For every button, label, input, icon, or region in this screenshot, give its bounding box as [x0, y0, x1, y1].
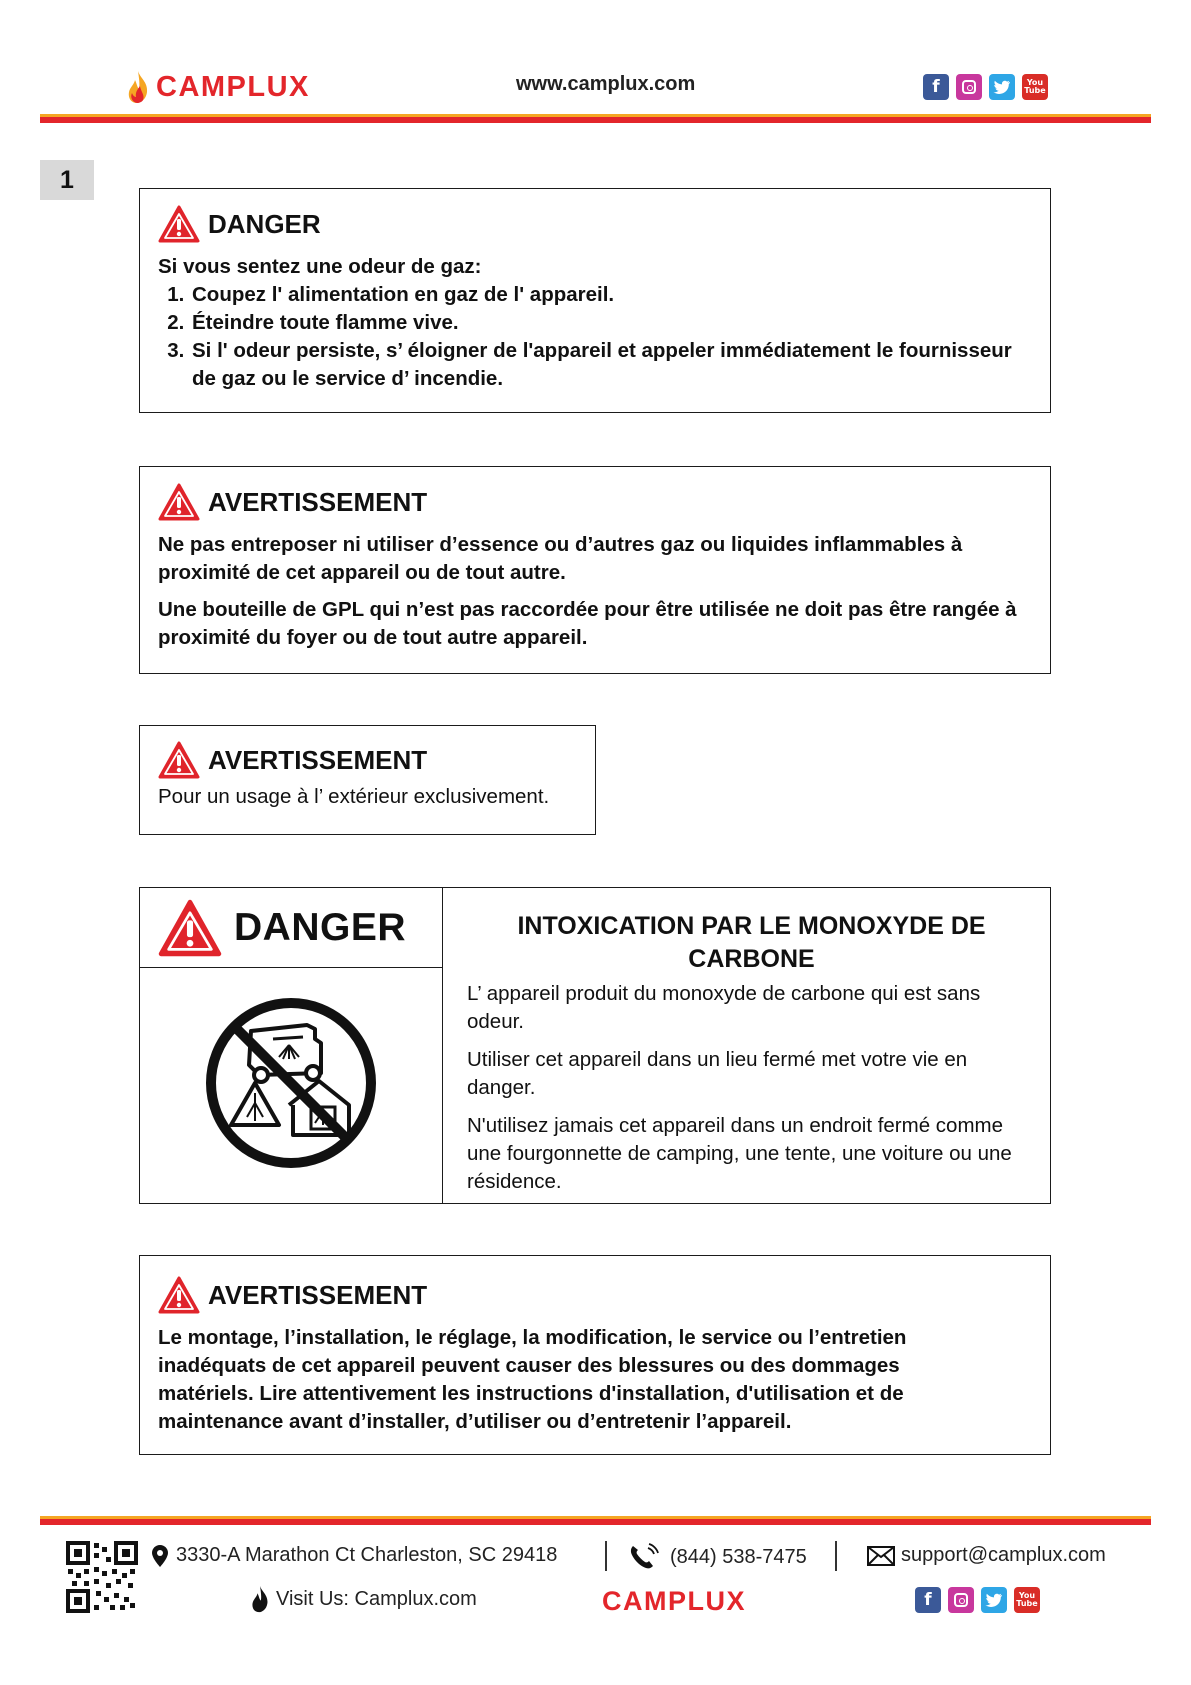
- co-danger-left-panel: [140, 888, 443, 1203]
- website-url[interactable]: www.camplux.com: [516, 73, 696, 95]
- twitter-icon[interactable]: [989, 74, 1015, 100]
- camplux-logo: [126, 70, 310, 104]
- danger-box-header: [158, 205, 1018, 243]
- footer-divider: [835, 1541, 837, 1571]
- footer-rule: [40, 1516, 1151, 1525]
- visit-text: Visit Us: Camplux.com: [276, 1587, 477, 1610]
- instagram-icon[interactable]: [956, 74, 982, 100]
- page-number: 1: [40, 160, 94, 200]
- co-danger-label: DANGER: [234, 905, 407, 949]
- danger-title: DANGER: [208, 208, 321, 239]
- paragraph: L’ appareil produit du monoxyde de carbone qui est sans odeur.: [467, 982, 981, 1033]
- list-item: 1. Coupez l' alimentation en gaz de l' appareil.: [190, 281, 1018, 309]
- no-indoor-use-icon: [203, 995, 379, 1171]
- footer-phone[interactable]: [628, 1543, 807, 1571]
- warning-triangle-icon: [158, 741, 200, 779]
- brand-name: CAMPLUX: [156, 70, 310, 103]
- danger-body: [158, 253, 1018, 393]
- co-danger-header: [140, 888, 442, 968]
- footer-visit[interactable]: [250, 1585, 477, 1613]
- danger-intro: Si vous sentez une odeur de gaz:: [158, 255, 482, 278]
- facebook-icon[interactable]: f: [923, 74, 949, 100]
- youtube-icon[interactable]: [1022, 74, 1048, 100]
- warning-body: [158, 531, 1038, 652]
- paragraph: Une bouteille de GPL qui n’est pas raccordée pour être utilisée ne doit pas être rangée à proximité du foyer ou de tout autre appareil.: [158, 598, 1017, 649]
- co-danger-right-panel: [443, 888, 1050, 1203]
- footer-brand: CAMPLUX: [602, 1586, 746, 1616]
- warning-title: AVERTISSEMENT: [208, 744, 428, 775]
- warning-box-header: [158, 1276, 988, 1314]
- phone-text: (844) 538-7475: [670, 1545, 807, 1568]
- header-rule: [40, 114, 1151, 123]
- warning-box-installation: [139, 1255, 1051, 1455]
- youtube-label: You Tube: [1024, 78, 1046, 95]
- warning-title: AVERTISSEMENT: [208, 1279, 428, 1310]
- list-item: 2. Éteindre toute flamme vive.: [190, 309, 1018, 337]
- warning-box-flammables: [139, 466, 1051, 674]
- twitter-icon[interactable]: [981, 1587, 1007, 1613]
- footer-social-links: [915, 1587, 1040, 1613]
- email-icon: [867, 1546, 895, 1566]
- danger-box: [139, 188, 1051, 413]
- list-item: 3. Si l' odeur persiste, s’ éloigner de l'appareil et appeler immédiatement le fournisseur de gaz ou le service d’ incendie.: [190, 337, 1018, 393]
- paragraph: N'utilisez jamais cet appareil dans un endroit fermé comme une fourgonnette de camping, une tente, une voiture ou une résidence.: [467, 1114, 1012, 1193]
- co-danger-title: INTOXICATION PAR LE MONOXYDE DE CARBONE: [517, 912, 986, 973]
- warning-box-header: [158, 483, 1038, 521]
- footer-address: [152, 1544, 557, 1567]
- warning-triangle-icon: [158, 483, 200, 521]
- warning-box-outdoor: [139, 725, 596, 835]
- flame-icon: [250, 1585, 270, 1613]
- flame-icon: [126, 70, 150, 104]
- paragraph: Ne pas entreposer ni utiliser d’essence ou d’autres gaz ou liquides inflammables à proximité de cet appareil ou de tout autre.: [158, 533, 963, 584]
- warning-triangle-icon: [158, 205, 200, 243]
- instagram-icon[interactable]: [948, 1587, 974, 1613]
- youtube-label: You Tube: [1016, 1591, 1038, 1608]
- youtube-icon[interactable]: [1014, 1587, 1040, 1613]
- footer-divider: [605, 1541, 607, 1571]
- warning-title: AVERTISSEMENT: [208, 486, 428, 517]
- warning-text: Le montage, l’installation, le réglage, la modification, le service ou l’entretien inadéquats de cet appareil peuvent causer des blessures ou des dommages matériels. Lire attentivement les instructions d'installation, d'utilisation et de maintenance avant d’installer, d’utiliser ou d’entretenir l’appareil.: [158, 1326, 907, 1433]
- warning-triangle-icon: [158, 1276, 200, 1314]
- paragraph: Utiliser cet appareil dans un lieu fermé met votre vie en danger.: [467, 1048, 968, 1099]
- warning-box-header: [158, 741, 549, 779]
- phone-icon: [628, 1543, 660, 1571]
- qr-code-icon[interactable]: [66, 1541, 138, 1613]
- danger-steps: [158, 281, 1018, 393]
- social-links: [923, 74, 1048, 100]
- address-text: 3330-A Marathon Ct Charleston, SC 29418: [176, 1544, 558, 1566]
- carbon-monoxide-danger: [139, 887, 1051, 1204]
- email-text: support@camplux.com: [901, 1544, 1106, 1566]
- location-pin-icon: [152, 1545, 168, 1567]
- warning-text: Pour un usage à l’ extérieur exclusivement.: [158, 785, 550, 808]
- warning-triangle-icon: [158, 899, 222, 957]
- facebook-icon[interactable]: f: [915, 1587, 941, 1613]
- footer-email[interactable]: [867, 1544, 1106, 1567]
